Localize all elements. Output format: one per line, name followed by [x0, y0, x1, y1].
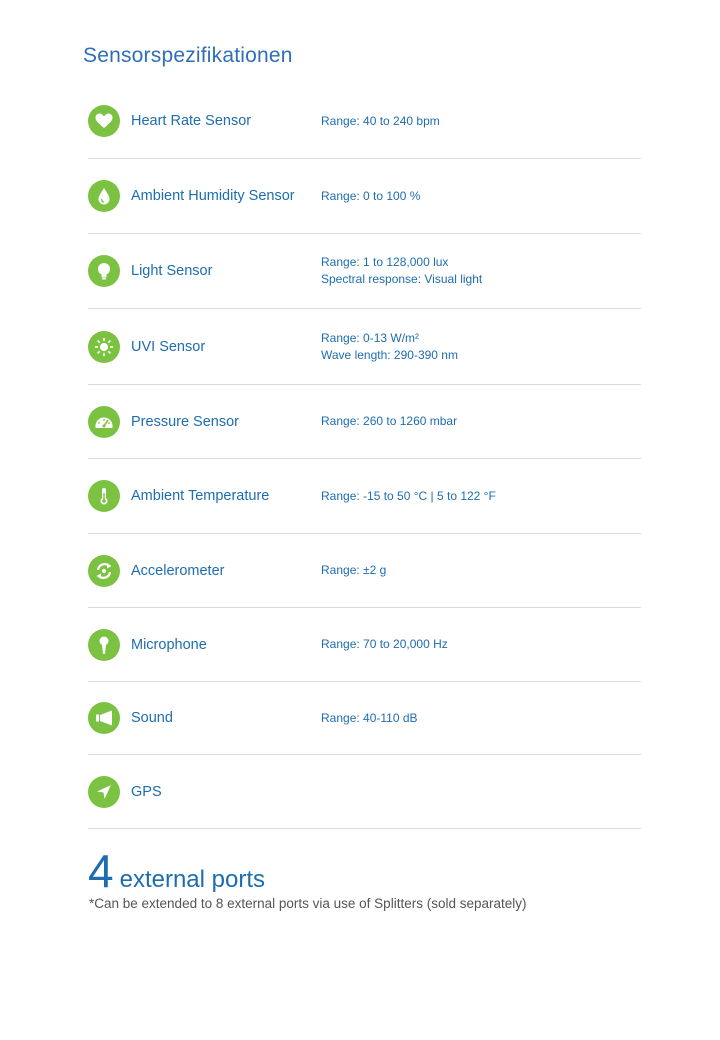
sensor-spec-line: Range: 0-13 W/m² — [321, 330, 420, 345]
sensor-row — [88, 459, 641, 534]
sensor-name: Pressure Sensor — [131, 413, 239, 430]
sensor-spec — [321, 413, 457, 430]
sensor-name: Heart Rate Sensor — [131, 113, 252, 129]
sensor-spec-line: Wave length: 290-390 nm — [321, 347, 458, 362]
sensor-spec-line: Range: 260 to 1260 mbar — [321, 414, 458, 428]
sensor-spec-line: Range: ±2 g — [321, 563, 387, 577]
sensor-name: GPS — [131, 783, 162, 800]
ports-count: 4 — [88, 845, 114, 897]
sensor-spec-line: Range: 40 to 240 bpm — [321, 113, 440, 128]
sensor-row — [88, 608, 641, 682]
sensor-row — [88, 234, 641, 309]
navigation-arrow-icon — [88, 776, 120, 808]
sun-icon — [88, 331, 120, 363]
sensor-row — [88, 159, 641, 234]
ports-summary — [88, 845, 265, 897]
sensor-list — [88, 84, 641, 829]
sensor-name: Ambient Humidity Sensor — [131, 188, 295, 204]
heart-icon — [88, 105, 120, 137]
sensor-spec — [321, 562, 386, 579]
sensor-row — [88, 309, 641, 385]
rotation-icon — [88, 555, 120, 587]
sensor-spec-line: Range: 70 to 20,000 Hz — [321, 637, 448, 651]
page-title: Sensorspezifikationen — [83, 44, 293, 67]
sensor-spec — [321, 488, 496, 505]
sensor-name: Sound — [131, 710, 173, 726]
lightbulb-icon — [88, 255, 120, 287]
speaker-icon — [88, 702, 120, 734]
sensor-spec — [321, 710, 418, 727]
sensor-name: Accelerometer — [131, 562, 225, 579]
sensor-spec — [321, 254, 482, 288]
sensor-spec — [321, 188, 420, 205]
sensor-spec-line: Range: 1 to 128,000 lux — [321, 255, 449, 269]
sensor-spec-line: Range: 0 to 100 % — [321, 188, 421, 203]
thermometer-icon — [88, 480, 120, 512]
water-drop-icon — [88, 180, 120, 212]
sensor-name: Microphone — [131, 636, 207, 653]
ports-label: external ports — [119, 866, 265, 893]
sensor-name: Light Sensor — [131, 263, 213, 279]
sensor-spec — [321, 113, 440, 130]
sensor-spec-line: Range: -15 to 50 °C | 5 to 122 °F — [321, 488, 496, 503]
gauge-icon — [88, 406, 120, 438]
sensor-name: Ambient Temperature — [131, 488, 270, 504]
sensor-spec — [321, 636, 448, 653]
microphone-icon — [88, 629, 120, 661]
ports-footnote: *Can be extended to 8 external ports via use of Splitters (sold separately) — [89, 896, 527, 911]
sensor-row — [88, 84, 641, 159]
sensor-name: UVI Sensor — [131, 338, 206, 355]
sensor-spec-line: Range: 40-110 dB — [321, 710, 418, 725]
sensor-row — [88, 682, 641, 755]
sensor-spec — [321, 330, 458, 364]
sensor-row — [88, 534, 641, 608]
sensor-row — [88, 755, 641, 829]
sensor-spec-line: Spectral response: Visual light — [321, 272, 483, 286]
sensor-row — [88, 385, 641, 459]
